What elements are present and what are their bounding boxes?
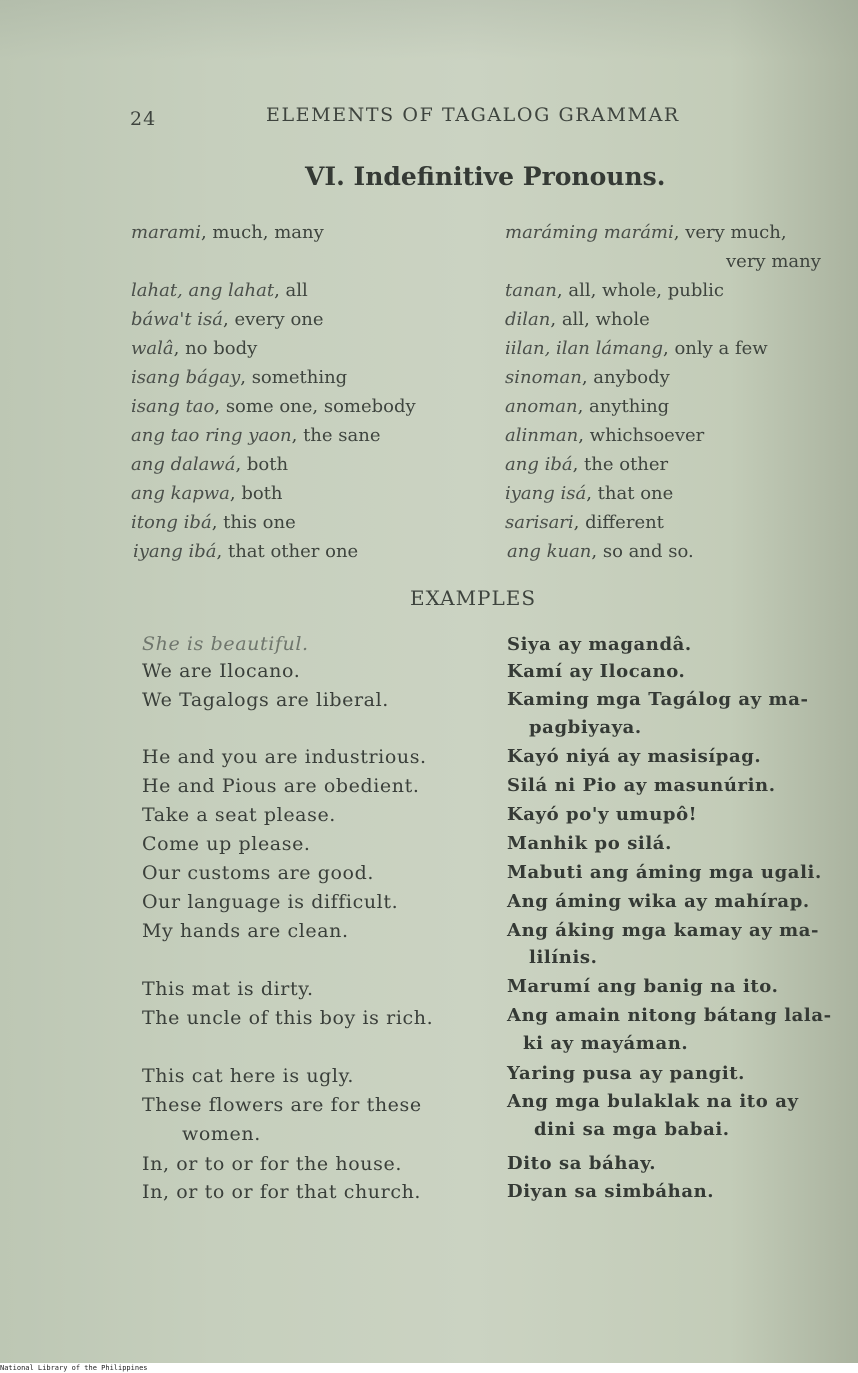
example-en-11: The uncle of this boy is rich.	[142, 1007, 434, 1029]
example-tl-2: Kaming mga Tagálog ay ma-	[507, 689, 809, 710]
pronoun-term: isang bágay	[131, 367, 241, 388]
example-tl-13-cont: dini sa mga babai.	[534, 1119, 730, 1140]
example-en-13: These flowers are for these	[142, 1094, 422, 1116]
pronoun-left-1	[131, 276, 308, 305]
pronoun-right-9	[505, 508, 664, 537]
pronoun-gloss: , something	[240, 367, 348, 388]
example-en-7: Our customs are good.	[142, 862, 374, 884]
example-tl-3: Kayó niyá ay masisípag.	[507, 746, 762, 767]
pronoun-term: walâ	[131, 338, 174, 359]
example-en-4: He and Pious are obedient.	[142, 775, 420, 797]
pronoun-right-6	[505, 421, 704, 450]
example-tl-13: Ang mga bulaklak na ito ay	[507, 1091, 799, 1112]
example-en-15: In, or to or for that church.	[142, 1181, 422, 1203]
pronoun-gloss: , only a few	[663, 338, 768, 359]
example-tl-11: Ang amain nitong bátang lala-	[507, 1005, 832, 1026]
pronoun-term: tanan	[505, 280, 557, 301]
pronoun-term: sinoman	[505, 367, 582, 388]
pronoun-gloss: , both	[235, 454, 289, 475]
pronoun-gloss: , much, many	[200, 222, 324, 243]
example-tl-6: Manhik po silá.	[507, 833, 672, 854]
example-en-3: He and you are industrious.	[142, 746, 427, 768]
pronoun-term: ang dalawá	[131, 454, 236, 475]
pronoun-right-7	[505, 450, 668, 479]
pronoun-term: iilan, ilan lámang	[505, 338, 664, 359]
pronoun-left-5	[131, 392, 416, 421]
example-tl-1: Kamí ay Ilocano.	[507, 661, 686, 682]
pronoun-gloss: , whichsoever	[578, 425, 705, 446]
pronoun-gloss: , all, whole	[550, 309, 650, 330]
pronoun-gloss: , both	[229, 483, 283, 504]
example-tl-14: Dito sa báhay.	[507, 1153, 657, 1174]
pronoun-right-0-cont: very many	[726, 251, 821, 272]
pronoun-right-4	[505, 363, 670, 392]
pronoun-term: maráming marámi	[505, 222, 674, 243]
pronoun-left-6	[131, 421, 380, 450]
pronoun-term: ang ibá	[505, 454, 573, 475]
pronoun-left-4	[131, 363, 347, 392]
pronoun-term: marami	[131, 222, 201, 243]
page-number: 24	[130, 108, 157, 130]
pronoun-term: dilan	[505, 309, 551, 330]
pronoun-gloss: , all	[274, 280, 308, 301]
example-en-13-cont: women.	[182, 1123, 261, 1145]
example-tl-12: Yaring pusa ay pangit.	[507, 1063, 746, 1084]
pronoun-gloss: , anything	[577, 396, 670, 417]
pronoun-term: alinman	[505, 425, 579, 446]
pronoun-right-5	[505, 392, 669, 421]
pronoun-left-8	[131, 479, 283, 508]
example-en-12: This cat here is ugly.	[142, 1065, 355, 1087]
page-shadow	[0, 0, 858, 60]
pronoun-term: sarisari	[505, 512, 574, 533]
example-en-8: Our language is difficult.	[142, 891, 399, 913]
pronoun-gloss: , the sane	[291, 425, 381, 446]
pronoun-gloss: , very much,	[673, 222, 787, 243]
example-en-5: Take a seat please.	[142, 804, 336, 826]
pronoun-right-8	[505, 479, 673, 508]
pronoun-term: iyang ibá	[133, 541, 217, 562]
pronoun-left-10	[133, 537, 358, 566]
example-tl-15: Diyan sa simbáhan.	[507, 1181, 715, 1202]
pronoun-gloss: , no body	[173, 338, 258, 359]
example-en-0: She is beautiful.	[142, 633, 309, 655]
pronoun-term: lahat, ang lahat	[131, 280, 275, 301]
pronoun-gloss: , the other	[572, 454, 669, 475]
examples-heading: EXAMPLES	[410, 586, 537, 610]
pronoun-term: ang kapwa	[131, 483, 230, 504]
pronoun-left-2	[131, 305, 324, 334]
example-en-9: My hands are clean.	[142, 920, 349, 942]
section-title: VI. Indefinitive Pronouns.	[305, 162, 666, 191]
pronoun-gloss: , that one	[586, 483, 674, 504]
pronoun-left-0	[131, 218, 324, 247]
pronoun-gloss: , anybody	[581, 367, 670, 388]
example-tl-9-cont: lilínis.	[529, 947, 598, 968]
pronoun-gloss: , so and so.	[591, 541, 694, 562]
example-en-1: We are Ilocano.	[142, 660, 301, 682]
pronoun-left-7	[131, 450, 288, 479]
pronoun-gloss: , all, whole, public	[556, 280, 724, 301]
running-head: ELEMENTS OF TAGALOG GRAMMAR	[266, 104, 680, 126]
pronoun-left-3	[131, 334, 257, 363]
pronoun-right-0	[505, 218, 787, 247]
pronoun-term: anoman	[505, 396, 578, 417]
pronoun-right-1	[505, 276, 724, 305]
example-tl-5: Kayó po'y umupô!	[507, 804, 698, 825]
pronoun-right-3	[505, 334, 768, 363]
pronoun-gloss: , every one	[223, 309, 324, 330]
example-en-6: Come up please.	[142, 833, 311, 855]
pronoun-term: ang kuan	[507, 541, 592, 562]
pronoun-term: báwa't isá	[131, 309, 224, 330]
example-tl-4: Silá ni Pio ay masunúrin.	[507, 775, 776, 796]
example-en-2: We Tagalogs are liberal.	[142, 689, 389, 711]
pronoun-term: iyang isá	[505, 483, 587, 504]
example-tl-10: Marumí ang banig na ito.	[507, 976, 779, 997]
pronoun-term: itong ibá	[131, 512, 212, 533]
example-tl-7: Mabuti ang áming mga ugali.	[507, 862, 822, 883]
pronoun-term: ang tao ring yaon	[131, 425, 292, 446]
example-tl-2-cont: pagbiyaya.	[529, 717, 642, 738]
example-tl-8: Ang áming wika ay mahírap.	[507, 891, 810, 912]
example-tl-11-cont: ki ay mayáman.	[523, 1033, 689, 1054]
pronoun-gloss: , some one, somebody	[214, 396, 416, 417]
footer-credit: National Library of the Philippines	[0, 1364, 148, 1372]
pronoun-gloss: , this one	[211, 512, 296, 533]
pronoun-right-10	[507, 537, 694, 566]
pronoun-gloss: , that other one	[216, 541, 359, 562]
pronoun-gloss: , different	[573, 512, 664, 533]
example-en-10: This mat is dirty.	[142, 978, 314, 1000]
pronoun-term: isang tao	[131, 396, 215, 417]
example-tl-9: Ang áking mga kamay ay ma-	[507, 920, 820, 941]
pronoun-right-2	[505, 305, 650, 334]
example-tl-0: Siya ay magandâ.	[507, 634, 692, 655]
pronoun-left-9	[131, 508, 296, 537]
example-en-14: In, or to or for the house.	[142, 1153, 402, 1175]
